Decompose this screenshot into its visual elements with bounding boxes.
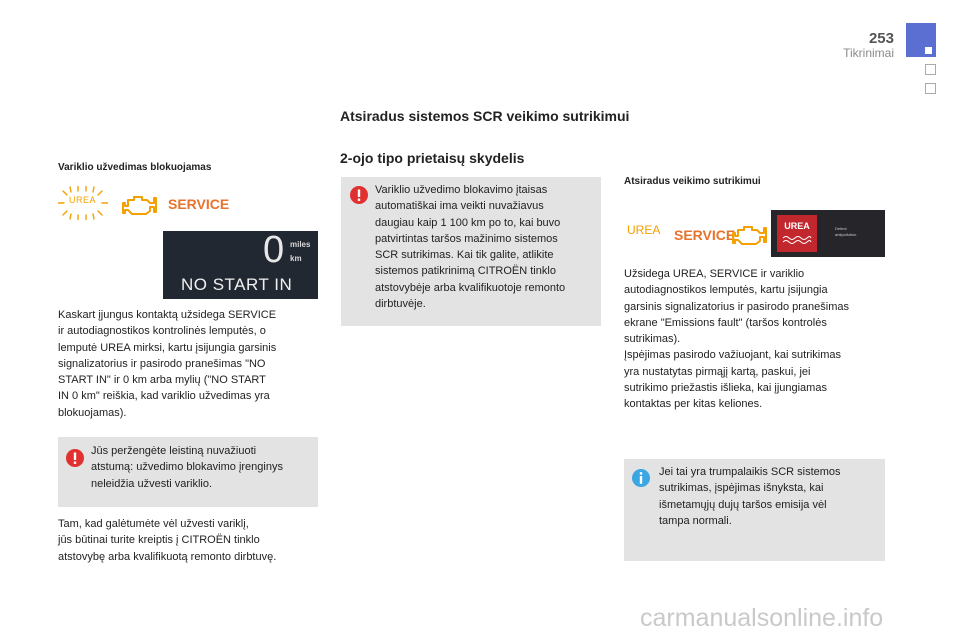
paragraph-line: lemputė UREA mirksi, kartu įsijungia garsinis bbox=[58, 341, 277, 354]
warning-line: atstumą: užvedimo blokavimo įrenginys bbox=[91, 461, 283, 474]
paragraph-line: sutrikimo priežastis išlieka, kai įjungiamas bbox=[624, 382, 827, 395]
warning-line: Variklio užvedimo blokavimo įtaisas bbox=[375, 184, 548, 196]
screen-message-line: Defect bbox=[835, 226, 847, 231]
warning-line: sistemos patikrinimą CITROËN tinklo bbox=[375, 265, 556, 278]
emissions-fault-screen bbox=[771, 210, 885, 257]
urea-icon-label: UREA bbox=[69, 195, 97, 205]
info-line: tampa normali. bbox=[659, 514, 732, 527]
display-unit-km: km bbox=[290, 254, 302, 263]
paragraph-line: Kaskart įjungus kontaktą užsidega SERVICE bbox=[58, 309, 277, 321]
display-unit-miles: miles bbox=[290, 240, 311, 249]
closing-line: jūs būtinai turite kreiptis į CITROËN tinklo bbox=[58, 534, 260, 547]
watermark: carmanualsonline.info bbox=[640, 604, 884, 632]
chapter-tab-active[interactable] bbox=[906, 23, 936, 57]
paragraph-line: signalizatorius ir pasirodo pranešimas "NO bbox=[58, 357, 266, 370]
closing-line: atstovybę arba kvalifikuotą remonto dirbtuvę. bbox=[58, 550, 277, 563]
urea-icon: UREA bbox=[627, 223, 661, 237]
middle-heading: 2-ojo tipo prietaisų skydelis bbox=[340, 150, 525, 166]
middle-warning-text bbox=[375, 182, 565, 312]
tab-marker-icon bbox=[925, 47, 932, 54]
chapter-tab[interactable] bbox=[925, 83, 936, 94]
warning-line: automatiškai ima veikti nuvažiavus bbox=[375, 200, 544, 213]
engine-check-icon bbox=[732, 222, 768, 248]
screen-message-line: antipollution bbox=[835, 232, 857, 237]
warning-line: daugiau kaip 1 100 km po to, kai buvo bbox=[375, 216, 561, 229]
paragraph-line: Įspėjimas pasirodo važiuojant, kai sutrikimas bbox=[624, 349, 842, 362]
right-paragraph bbox=[624, 266, 894, 413]
middle-warning-box bbox=[341, 177, 601, 326]
warning-line: neleidžia užvesti variklio. bbox=[91, 477, 213, 490]
left-closing bbox=[58, 516, 328, 565]
paragraph-line: START IN" ir 0 km arba mylių ("NO START bbox=[58, 374, 266, 387]
left-warning-text bbox=[91, 443, 283, 492]
screen-urea-label: UREA bbox=[784, 221, 810, 231]
closing-line: Tam, kad galėtumėte vėl užvesti variklį, bbox=[58, 518, 249, 530]
paragraph-line: IN 0 km" reiškia, kad variklio užvedimas yra bbox=[58, 390, 270, 403]
service-icon: SERVICE bbox=[168, 196, 230, 212]
page-number: 253 bbox=[868, 30, 894, 47]
right-heading: Atsiradus veikimo sutrikimui bbox=[624, 176, 761, 187]
warning-line: Jūs peržengėte leistiną nuvažiuoti bbox=[91, 445, 257, 457]
paragraph-line: yra nustatytas pirmąjį kartą, paskui, jei bbox=[624, 365, 811, 378]
info-icon bbox=[632, 469, 650, 487]
paragraph-line: kontaktas per kitas keliones. bbox=[624, 398, 763, 411]
paragraph-line: ir autodiagnostikos kontrolinės lemputės, o bbox=[58, 325, 266, 338]
warning-line: atstovybėje arba kvalifikuotoje remonto bbox=[375, 281, 566, 294]
display-message: NO START IN bbox=[181, 275, 293, 294]
info-line: išmetamųjų dujų taršos emisija vėl bbox=[659, 498, 827, 511]
section-name: Tikrinimai bbox=[843, 46, 894, 60]
chapter-tab[interactable] bbox=[925, 64, 936, 75]
main-title: Atsiradus sistemos SCR veikimo sutrikimui bbox=[340, 108, 630, 124]
paragraph-line: ekrane "Emissions fault" (taršos kontrolės bbox=[624, 316, 827, 329]
paragraph-line: Užsidega UREA, SERVICE ir variklio bbox=[624, 268, 805, 280]
paragraph-line: garsinis signalizatorius ir pasirodo pranešimas bbox=[624, 300, 849, 313]
warning-icon bbox=[66, 449, 84, 467]
display-digit: 0 bbox=[263, 229, 285, 271]
paragraph-line: autodiagnostikos lemputės, kartu įsijungia bbox=[624, 284, 828, 297]
service-icon: SERVICE bbox=[674, 227, 736, 243]
instrument-display bbox=[163, 231, 318, 299]
right-info-text bbox=[659, 464, 841, 529]
paragraph-line: blokuojamas). bbox=[58, 406, 127, 419]
fluid-level-icon bbox=[782, 235, 812, 245]
screen-message bbox=[835, 226, 856, 238]
warning-line: patvirtintas taršos mažinimo sistemos bbox=[375, 232, 558, 245]
engine-check-icon bbox=[122, 192, 158, 218]
screen-urea-panel bbox=[777, 215, 817, 252]
info-line: Jei tai yra trumpalaikis SCR sistemos bbox=[659, 466, 841, 478]
left-paragraph bbox=[58, 307, 328, 421]
left-warning-box bbox=[58, 437, 318, 507]
warning-icon bbox=[350, 186, 368, 204]
right-info-box bbox=[624, 459, 885, 561]
warning-line: SCR sutrikimas. Kai tik galite, atlikite bbox=[375, 249, 554, 262]
urea-warning-icon bbox=[58, 186, 108, 220]
paragraph-line: sutrikimas). bbox=[624, 333, 681, 346]
left-heading: Variklio užvedimas blokuojamas bbox=[58, 162, 212, 173]
warning-line: dirbtuvėje. bbox=[375, 298, 426, 311]
info-line: sutrikimas, įspėjimas išnyksta, kai bbox=[659, 482, 824, 495]
